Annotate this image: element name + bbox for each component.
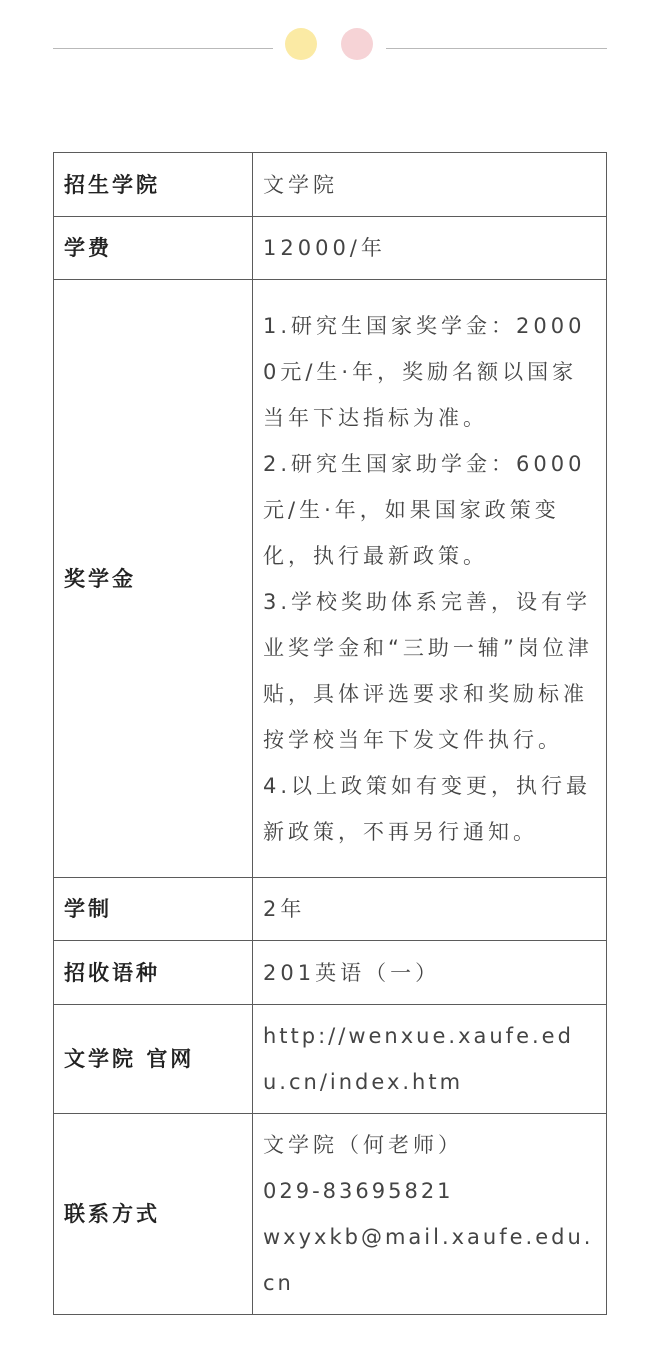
scholarship-item-3: 3.学校奖助体系完善，设有学业奖学金和“三助一辅”岗位津贴，具体评选要求和奖励标准按学校当年下发文件执行。 [263,589,593,752]
label-website-line-2: 官网 [146,1047,195,1071]
divider-line-left [53,48,273,49]
header-divider [0,0,660,90]
scholarship-item-4: 4.以上政策如有变更，执行最新政策，不再另行通知。 [263,773,592,844]
scholarship-item-1: 1.研究生国家奖学金：20000元/生·年，奖励名额以国家当年下达指标为准。 [263,313,586,430]
value-scholarship [253,280,607,878]
divider-line-right [386,48,607,49]
label-duration [54,878,253,941]
value-college-text: 文学院 [263,172,338,197]
value-language [253,941,607,1005]
value-language-text: 201英语（一） [263,960,441,985]
table-row-contact [54,1114,607,1315]
table-row-college [54,153,607,217]
label-website-line-1: 文学院 [64,1047,136,1071]
contact-phone[interactable]: 029-83695821 [263,1179,454,1203]
value-website [253,1005,607,1114]
value-tuition-text: 12000/年 [263,236,386,260]
contact-name: 文学院（何老师） [263,1133,463,1157]
table-row-duration [54,878,607,941]
label-college-text: 招生学院 [64,172,160,197]
yellow-dot-icon [285,28,317,60]
admission-info-table [53,152,607,1315]
label-tuition [54,217,253,280]
table-row-website [54,1005,607,1114]
value-tuition [253,217,607,280]
table-row-scholarship [54,280,607,878]
label-language [54,941,253,1005]
table-row-language [54,941,607,1005]
value-duration-text: 2年 [263,897,306,921]
pink-dot-icon [341,28,373,60]
value-duration [253,878,607,941]
label-duration-text: 学制 [64,897,112,921]
label-language-text: 招收语种 [64,960,160,985]
contact-email[interactable]: wxyxkb@mail.xaufe.edu.cn [263,1225,594,1295]
website-link[interactable]: http://wenxue.xaufe.edu.cn/index.htm [263,1024,574,1094]
label-website [54,1005,253,1114]
value-college [253,153,607,217]
label-scholarship [54,280,253,878]
label-college [54,153,253,217]
label-contact-text: 联系方式 [64,1202,160,1226]
value-contact [253,1114,607,1315]
label-tuition-text: 学费 [64,236,112,260]
label-contact [54,1114,253,1315]
label-scholarship-text: 奖学金 [64,566,136,591]
table-row-tuition [54,217,607,280]
scholarship-item-2: 2.研究生国家助学金：6000元/生·年，如果国家政策变化，执行最新政策。 [263,451,586,568]
